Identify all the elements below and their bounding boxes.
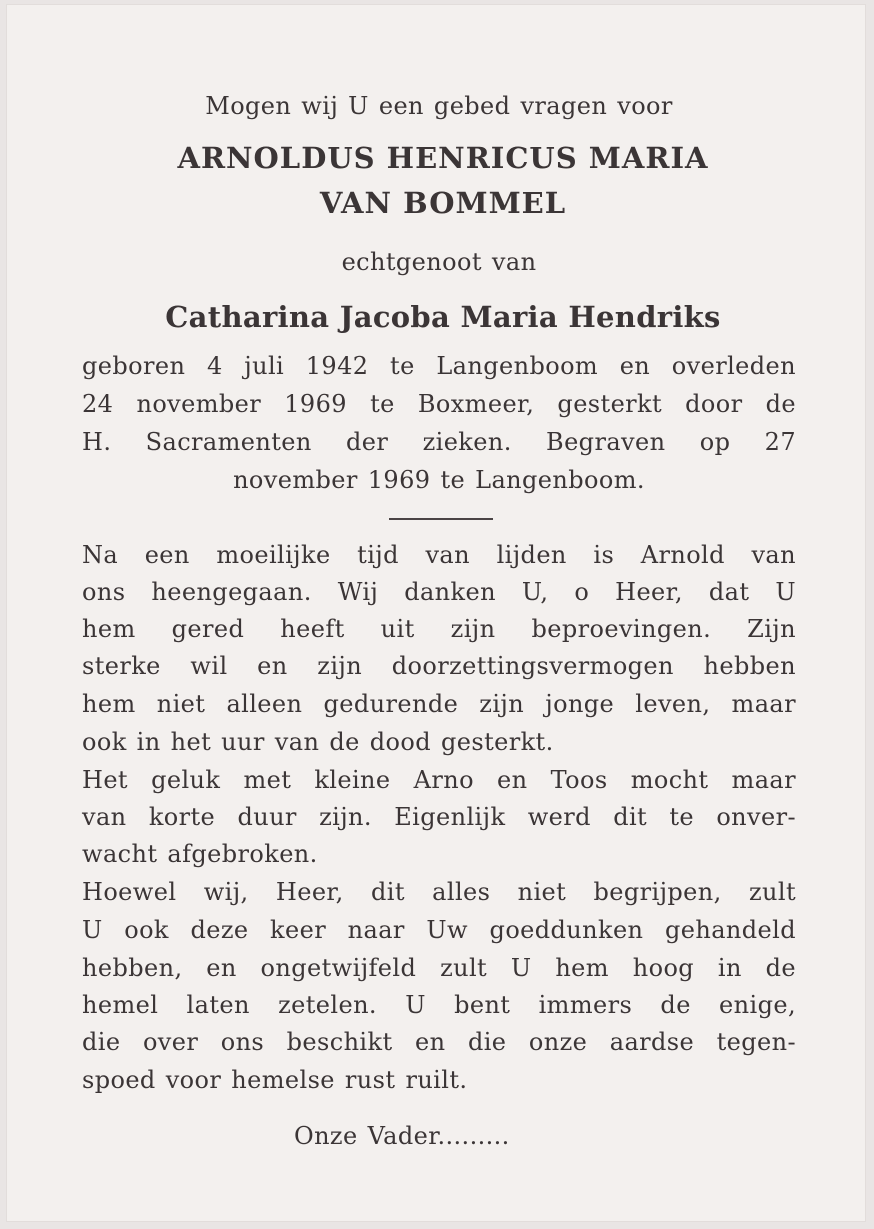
prayer-line: hebben, en ongetwijfeld zult U hem hoog in de [82,954,796,982]
biography-line: geboren 4 juli 1942 te Langenboom en overleden [82,352,796,380]
intro-line: Mogen wij U een gebed vragen voor [205,92,673,120]
deceased-name-line-1: ARNOLDUS HENRICUS MARIA [177,141,709,175]
prayer-line: van korte duur zijn. Eigenlijk werd dit te onver- [82,803,796,831]
prayer-line: die over ons beschikt en die onze aardse tegen- [82,1028,796,1056]
biography-line: november 1969 te Langenboom. [233,466,645,494]
prayer-line: ook in het uur van de dood gesterkt. [82,728,554,756]
prayer-line: wacht afgebroken. [82,840,318,868]
memorial-card [6,4,866,1222]
prayer-line: hem niet alleen gedurende zijn jonge leven, maar [82,690,796,718]
deceased-name-line-2: VAN BOMMEL [319,186,567,220]
prayer-line: spoed voor hemelse rust ruilt. [82,1066,468,1094]
prayer-line: Na een moeilijke tijd van lijden is Arnold van [82,541,796,569]
prayer-line: hem gered heeft uit zijn beproevingen. Zijn [82,615,796,643]
biography-line: H. Sacramenten der zieken. Begraven op 27 [82,428,796,456]
prayer-line: U ook deze keer naar Uw goeddunken gehandeld [82,916,796,944]
prayer-line: sterke wil en zijn doorzettingsvermogen hebben [82,652,796,680]
closing-prayer: Onze Vader......... [294,1122,510,1150]
biography-line: 24 november 1969 te Boxmeer, gesterkt door de [82,390,796,418]
prayer-line: ons heengegaan. Wij danken U, o Heer, dat U [82,578,796,606]
divider-line [389,518,493,520]
prayer-line: Het geluk met kleine Arno en Toos mocht maar [82,766,796,794]
spouse-intro: echtgenoot van [341,248,537,276]
prayer-line: hemel laten zetelen. U bent immers de enige, [82,991,796,1019]
spouse-name: Catharina Jacoba Maria Hendriks [165,300,721,334]
prayer-line: Hoewel wij, Heer, dit alles niet begrijpen, zult [82,878,796,906]
